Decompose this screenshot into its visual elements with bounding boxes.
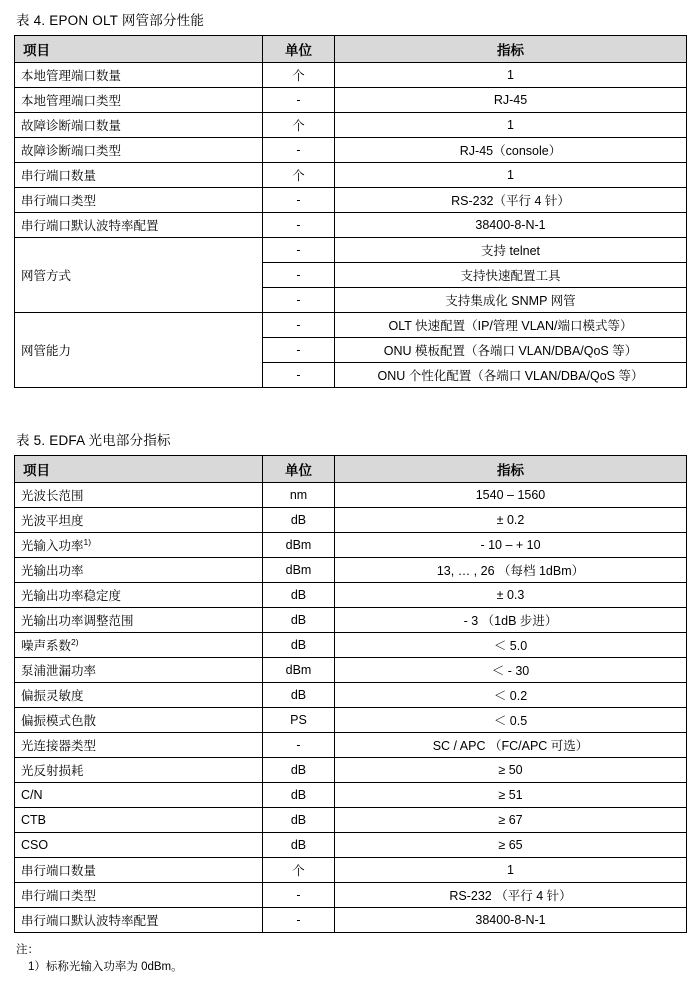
table5-item-label: 偏振模式色散 bbox=[21, 714, 97, 728]
table5-caption: 表 5. EDFA 光电部分指标 bbox=[16, 433, 171, 448]
table5-item-label: 噪声系数 bbox=[21, 639, 72, 653]
table5-index: ＜ - 30 bbox=[335, 658, 687, 683]
table4-unit: - bbox=[263, 188, 335, 213]
table5-item bbox=[15, 783, 263, 808]
table5-item-label: 泵浦泄漏功率 bbox=[21, 664, 97, 678]
table4-unit: - bbox=[263, 338, 335, 363]
table5-unit: dB bbox=[263, 808, 335, 833]
table4-unit: - bbox=[263, 138, 335, 163]
table-row bbox=[15, 163, 687, 188]
table5-unit: - bbox=[263, 883, 335, 908]
table5-index: 1540 – 1560 bbox=[335, 483, 687, 508]
table5-item bbox=[15, 533, 263, 558]
table-row bbox=[15, 608, 687, 633]
table-row bbox=[15, 213, 687, 238]
table5-unit: - bbox=[263, 908, 335, 933]
table4-item-network-management-capability: 网管能力 bbox=[15, 313, 263, 388]
table4-index: 1 bbox=[335, 113, 687, 138]
table5-index: ± 0.2 bbox=[335, 508, 687, 533]
table4-unit: - bbox=[263, 238, 335, 263]
table4-header-item: 项目 bbox=[15, 36, 263, 63]
table-row bbox=[15, 63, 687, 88]
table-row bbox=[15, 483, 687, 508]
table5-index: ≥ 65 bbox=[335, 833, 687, 858]
table4-index: RS-232（平行 4 针） bbox=[335, 188, 687, 213]
table-row bbox=[15, 858, 687, 883]
table4-unit: - bbox=[263, 363, 335, 388]
table5-header-index: 指标 bbox=[335, 456, 687, 483]
table5-unit: dB bbox=[263, 683, 335, 708]
table4-header-unit: 单位 bbox=[263, 36, 335, 63]
table4-unit: - bbox=[263, 263, 335, 288]
table4-item: 串行端口数量 bbox=[15, 163, 263, 188]
table5-item-label: 串行端口数量 bbox=[21, 864, 97, 878]
table-row bbox=[15, 633, 687, 658]
table-row bbox=[15, 908, 687, 933]
table5-index: 1 bbox=[335, 858, 687, 883]
table5-unit: dB bbox=[263, 608, 335, 633]
table5-item bbox=[15, 558, 263, 583]
table4-header-index: 指标 bbox=[335, 36, 687, 63]
table5-item bbox=[15, 708, 263, 733]
footnotes bbox=[16, 942, 686, 976]
table4-index: RJ-45（console） bbox=[335, 138, 687, 163]
table4-item: 串行端口默认波特率配置 bbox=[15, 213, 263, 238]
table4-unit: - bbox=[263, 88, 335, 113]
table4-index: RJ-45 bbox=[335, 88, 687, 113]
table5-unit: nm bbox=[263, 483, 335, 508]
table5-unit: dBm bbox=[263, 533, 335, 558]
table4-unit: - bbox=[263, 313, 335, 338]
table-row bbox=[15, 138, 687, 163]
table5-item-label: 串行端口默认波特率配置 bbox=[21, 914, 159, 928]
table5-index: 13, … , 26 （每档 1dBm） bbox=[335, 558, 687, 583]
table-row bbox=[15, 238, 687, 263]
table5 bbox=[14, 455, 687, 933]
table4-item: 故障诊断端口类型 bbox=[15, 138, 263, 163]
table-row bbox=[15, 733, 687, 758]
footnotes-title: 注： bbox=[16, 944, 39, 956]
table5-item-label: 光波长范围 bbox=[21, 489, 84, 503]
table5-item bbox=[15, 683, 263, 708]
table-row bbox=[15, 88, 687, 113]
table5-index: ≥ 51 bbox=[335, 783, 687, 808]
table5-item bbox=[15, 483, 263, 508]
table4-item: 故障诊断端口数量 bbox=[15, 113, 263, 138]
table5-item bbox=[15, 883, 263, 908]
table5-index: ＜ 5.0 bbox=[335, 633, 687, 658]
table5-item bbox=[15, 658, 263, 683]
table5-item bbox=[15, 833, 263, 858]
table4-unit: - bbox=[263, 213, 335, 238]
table5-unit: dB bbox=[263, 833, 335, 858]
table4-item-network-management-mode: 网管方式 bbox=[15, 238, 263, 313]
table-row bbox=[15, 683, 687, 708]
table5-item bbox=[15, 908, 263, 933]
table5-item-label: 光输出功率调整范围 bbox=[21, 614, 134, 628]
footnote-ref-1: 1) bbox=[83, 536, 92, 547]
table5-item bbox=[15, 608, 263, 633]
table5-unit: dB bbox=[263, 758, 335, 783]
table5-index: ＜ 0.2 bbox=[335, 683, 687, 708]
table4-index: ONU 模板配置（各端口 VLAN/DBA/QoS 等） bbox=[335, 338, 687, 363]
table5-unit: dBm bbox=[263, 658, 335, 683]
table5-item bbox=[15, 633, 263, 658]
footnote-1: 1）标称光输入功率为 0dBm。 bbox=[28, 961, 183, 973]
table-row bbox=[15, 188, 687, 213]
table5-index: SC / APC （FC/APC 可选） bbox=[335, 733, 687, 758]
table5-item bbox=[15, 858, 263, 883]
table5-index: - 3 （1dB 步进） bbox=[335, 608, 687, 633]
table5-index: RS-232 （平行 4 针） bbox=[335, 883, 687, 908]
table5-item-label: 光输出功率稳定度 bbox=[21, 589, 122, 603]
table5-unit: 个 bbox=[263, 858, 335, 883]
table5-item bbox=[15, 758, 263, 783]
table5-unit: dB bbox=[263, 508, 335, 533]
table5-header-row bbox=[15, 456, 687, 483]
table5-index: ＜ 0.5 bbox=[335, 708, 687, 733]
table4-index: 38400-8-N-1 bbox=[335, 213, 687, 238]
table5-index: ± 0.3 bbox=[335, 583, 687, 608]
table5-item-label: 串行端口类型 bbox=[21, 889, 97, 903]
table4-unit: 个 bbox=[263, 63, 335, 88]
table4-index: 支持 telnet bbox=[335, 238, 687, 263]
table5-unit: - bbox=[263, 733, 335, 758]
table5-index: ≥ 67 bbox=[335, 808, 687, 833]
table-row bbox=[15, 558, 687, 583]
table5-index: ≥ 50 bbox=[335, 758, 687, 783]
table-row bbox=[15, 313, 687, 338]
table4-item: 本地管理端口类型 bbox=[15, 88, 263, 113]
table5-header-unit: 单位 bbox=[263, 456, 335, 483]
table5-item-label: 光反射损耗 bbox=[21, 764, 84, 778]
table5-item bbox=[15, 583, 263, 608]
table5-item-label: 光连接器类型 bbox=[21, 739, 97, 753]
table5-unit: dBm bbox=[263, 558, 335, 583]
table4-unit: - bbox=[263, 288, 335, 313]
table4-header-row bbox=[15, 36, 687, 63]
table4-index: OLT 快速配置（IP/管理 VLAN/端口模式等） bbox=[335, 313, 687, 338]
table-row bbox=[15, 808, 687, 833]
table-row bbox=[15, 658, 687, 683]
table4-caption: 表 4. EPON OLT 网管部分性能 bbox=[16, 13, 205, 28]
table4-item: 串行端口类型 bbox=[15, 188, 263, 213]
table5-unit: dB bbox=[263, 633, 335, 658]
table5-unit: PS bbox=[263, 708, 335, 733]
table4-index: 支持快速配置工具 bbox=[335, 263, 687, 288]
table5-index: 38400-8-N-1 bbox=[335, 908, 687, 933]
table5-item bbox=[15, 733, 263, 758]
section-spacer bbox=[14, 388, 686, 432]
table-row bbox=[15, 533, 687, 558]
table-row bbox=[15, 583, 687, 608]
table5-item-label: 光输入功率 bbox=[21, 539, 84, 553]
table4-index: ONU 个性化配置（各端口 VLAN/DBA/QoS 等） bbox=[335, 363, 687, 388]
table4-item: 本地管理端口数量 bbox=[15, 63, 263, 88]
table5-index: - 10 – + 10 bbox=[335, 533, 687, 558]
table-row bbox=[15, 783, 687, 808]
table-row bbox=[15, 758, 687, 783]
table4-index: 1 bbox=[335, 63, 687, 88]
table4-index: 1 bbox=[335, 163, 687, 188]
table5-item bbox=[15, 808, 263, 833]
table5-item-label: C/N bbox=[21, 788, 43, 802]
table5-unit: dB bbox=[263, 583, 335, 608]
table4-unit: 个 bbox=[263, 113, 335, 138]
footnote-ref-2: 2) bbox=[71, 636, 79, 647]
table5-body bbox=[15, 483, 687, 933]
table4-index: 支持集成化 SNMP 网管 bbox=[335, 288, 687, 313]
table-row bbox=[15, 508, 687, 533]
table5-header-item: 项目 bbox=[15, 456, 263, 483]
table4 bbox=[14, 35, 687, 388]
table4-unit: 个 bbox=[263, 163, 335, 188]
table-row bbox=[15, 708, 687, 733]
table5-item-label: 光输出功率 bbox=[21, 564, 84, 578]
table5-item bbox=[15, 508, 263, 533]
table5-item-label: 偏振灵敏度 bbox=[21, 689, 84, 703]
table5-item-label: 光波平坦度 bbox=[21, 514, 84, 528]
table-row bbox=[15, 113, 687, 138]
table-row bbox=[15, 883, 687, 908]
table4-body bbox=[15, 63, 687, 388]
table5-item-label: CSO bbox=[21, 838, 49, 852]
table5-unit: dB bbox=[263, 783, 335, 808]
table5-item-label: CTB bbox=[21, 813, 46, 827]
table-row bbox=[15, 833, 687, 858]
